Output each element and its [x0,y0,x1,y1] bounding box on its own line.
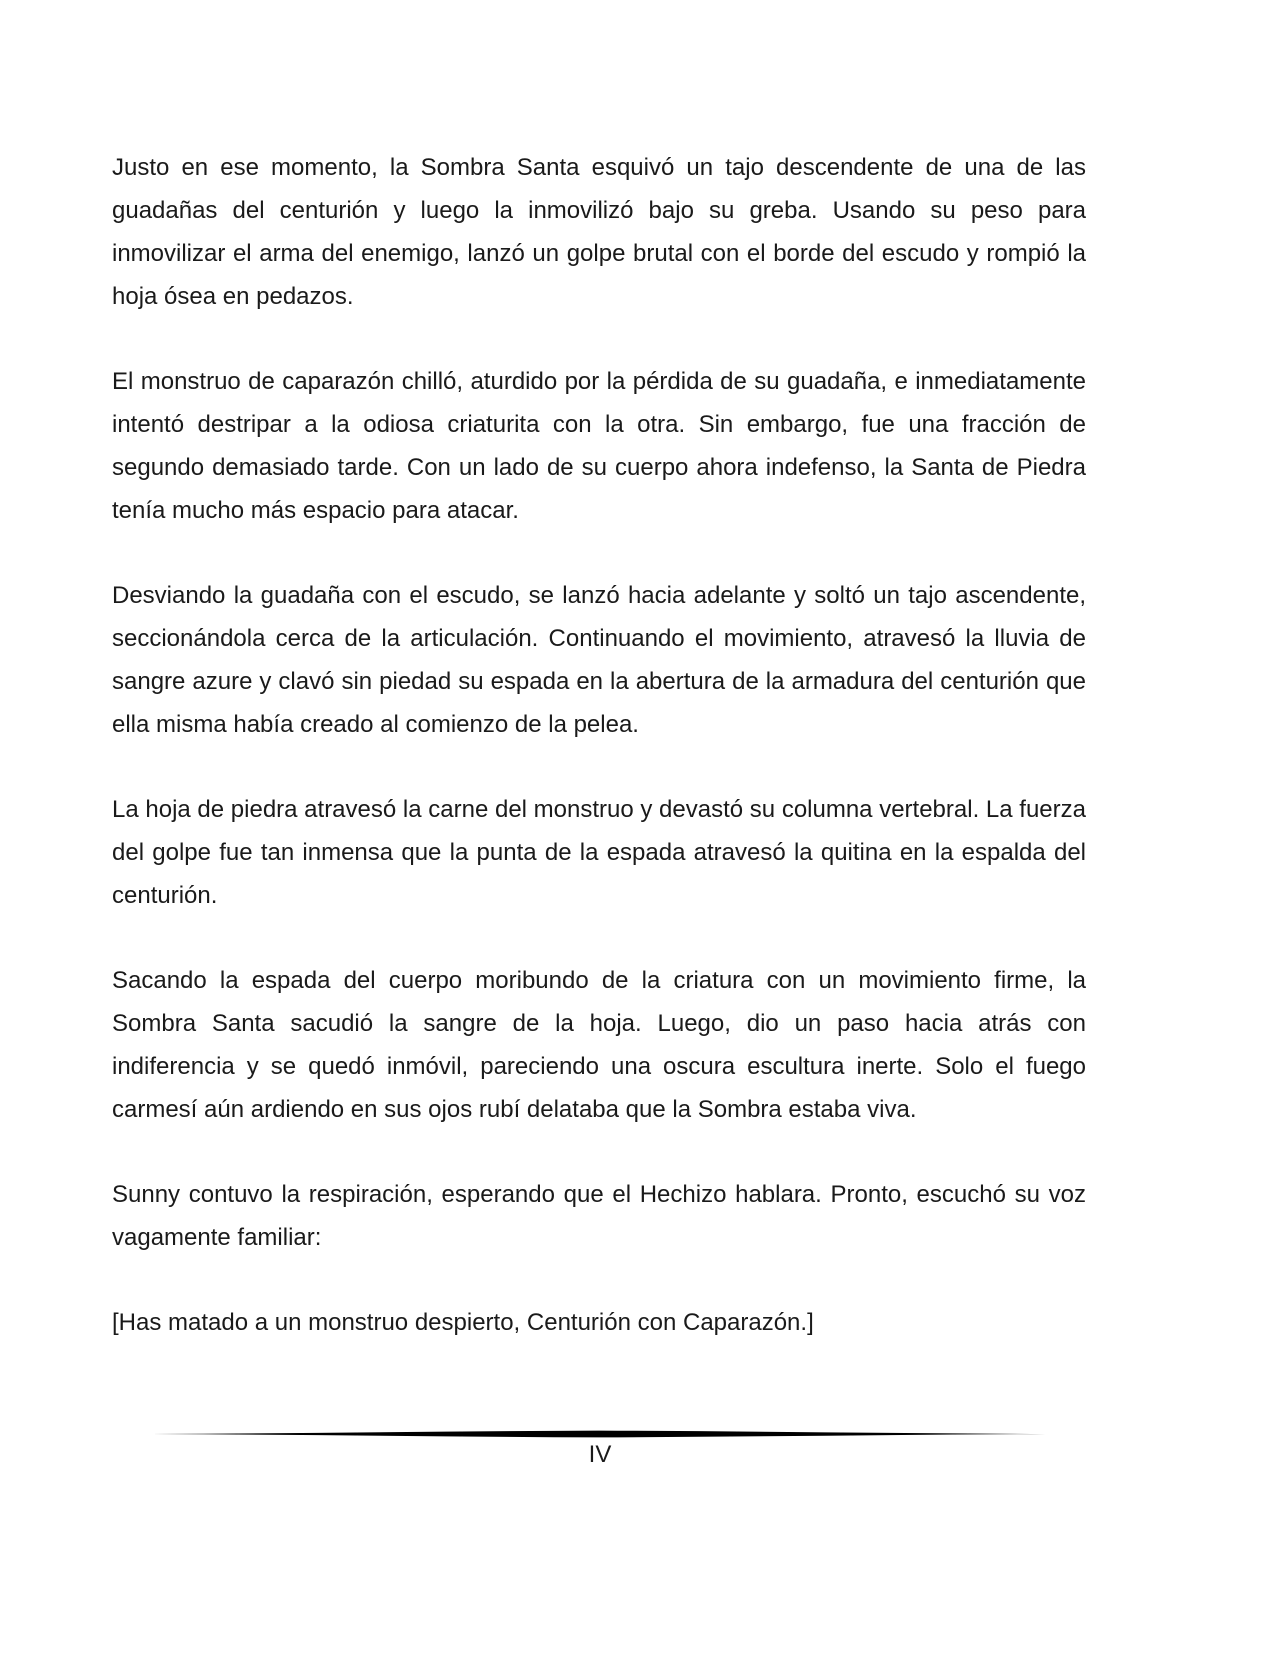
paragraph-2: El monstruo de caparazón chilló, aturdido por la pérdida de su guadaña, e inmediatamente intentó destripar a la odiosa criaturita con la otra. Sin embargo, fue una fracción de segundo demasiado tarde. Con un lado de su cuerpo ahora indefenso, la Santa de Piedra tenía mucho más espacio para atacar. [112,368,1086,524]
body-text [112,146,1086,1344]
paragraph-5: Sacando la espada del cuerpo moribundo de la criatura con un movimiento firme, la Sombra Santa sacudió la sangre de la hoja. Luego, dio un paso hacia atrás con indiferencia y se quedó inmóvil, pareciendo una oscura escultura inerte. Solo el fuego carmesí aún ardiendo en sus ojos rubí delataba que la Sombra estaba viva. [112,967,1086,1123]
paragraph-1: Justo en ese momento, la Sombra Santa esquivó un tajo descendente de una de las guadañas del centurión y luego la inmovilizó bajo su greba. Usando su peso para inmovilizar el arma del enemigo, lanzó un golpe brutal con el borde del escudo y rompió la hoja ósea en pedazos. [112,154,1086,310]
paragraph-3: Desviando la guadaña con el escudo, se lanzó hacia adelante y soltó un tajo ascendente, seccionándola cerca de la articulación. Continuando el movimiento, atravesó la lluvia de sangre azure y clavó sin piedad su espada en la abertura de la armadura del centurión que ella misma había creado al comienzo de la pelea. [112,582,1086,738]
paragraph-6: Sunny contuvo la respiración, esperando que el Hechizo hablara. Pronto, escuchó su voz vagamente familiar: [112,1181,1086,1251]
paragraph-7: [Has matado a un monstruo despierto, Centurión con Caparazón.] [112,1309,814,1336]
paragraph-4: La hoja de piedra atravesó la carne del monstruo y devastó su columna vertebral. La fuerza del golpe fue tan inmensa que la punta de la espada atravesó la quitina en la espalda del centurión. [112,796,1086,909]
page-number: IV [588,1441,612,1468]
footer-divider [152,1428,1046,1440]
